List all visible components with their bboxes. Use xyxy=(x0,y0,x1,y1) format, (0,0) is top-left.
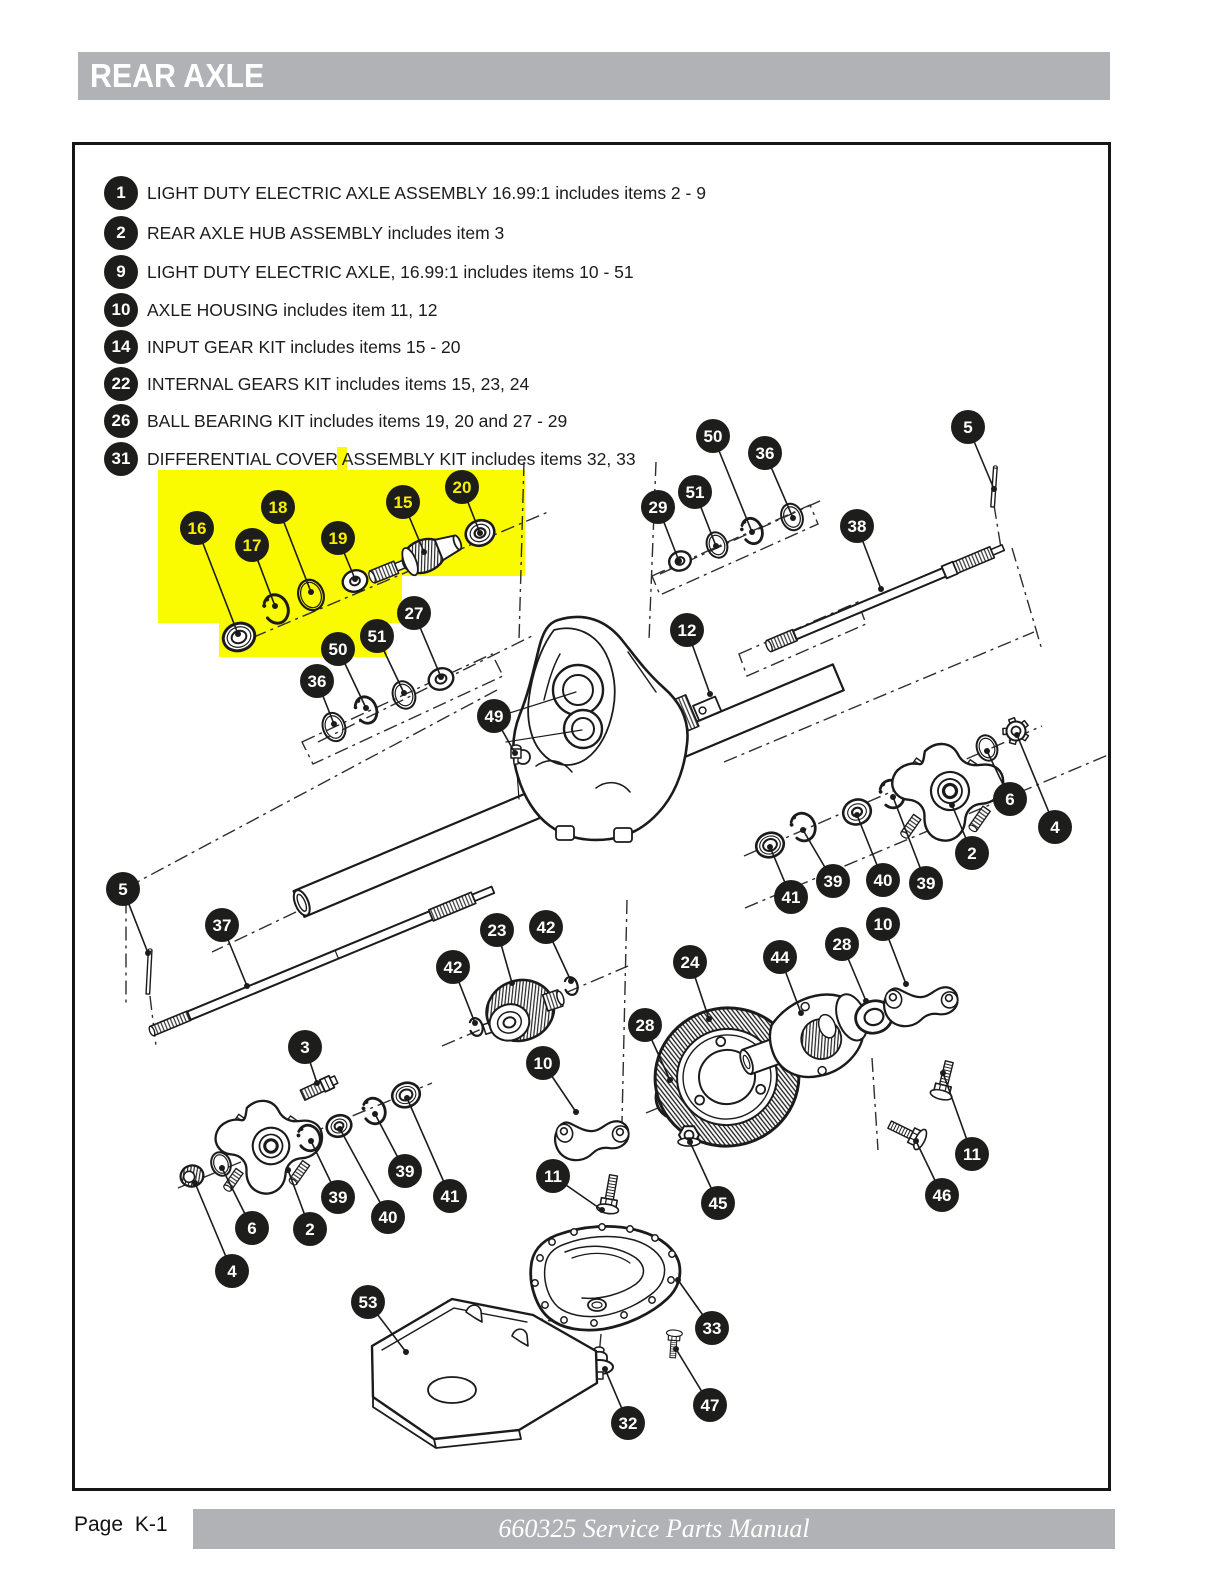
callout-39 xyxy=(308,1138,355,1214)
callout-number: 40 xyxy=(873,871,893,890)
callout-number: 4 xyxy=(1050,818,1060,837)
callout-44 xyxy=(763,940,804,1016)
callout-42 xyxy=(529,910,574,984)
item-description: AXLE HOUSING includes item 11, 12 xyxy=(147,299,438,320)
callout-number: 47 xyxy=(700,1396,720,1415)
callout-number: 5 xyxy=(118,880,128,899)
legend-item-2 xyxy=(104,216,504,250)
item-number-badge: 22 xyxy=(104,367,138,401)
callout-23 xyxy=(480,913,515,986)
callout-number: 38 xyxy=(847,517,867,536)
callout-number: 27 xyxy=(404,604,424,623)
legend-item-22 xyxy=(104,367,529,401)
callout-51 xyxy=(360,619,407,696)
item-description: BALL BEARING KIT includes items 19, 20 and 27 - 29 xyxy=(147,410,568,431)
callout-number: 51 xyxy=(367,627,387,646)
callout-36 xyxy=(748,436,796,521)
callout-number: 36 xyxy=(307,672,327,691)
callout-number: 29 xyxy=(648,498,668,517)
callout-number: 50 xyxy=(328,640,348,659)
bearing-40-left xyxy=(324,1112,355,1140)
callout-number: 42 xyxy=(443,958,463,977)
callout-38 xyxy=(840,509,884,592)
callout-number: 4 xyxy=(227,1262,237,1281)
callout-36 xyxy=(300,664,337,727)
gear-23 xyxy=(473,968,572,1051)
item-description: INTERNAL GEARS KIT includes items 15, 23, 24 xyxy=(147,373,530,394)
item-description: LIGHT DUTY ELECTRIC AXLE ASSEMBLY 16.99:1 includes items 2 - 9 xyxy=(147,182,706,203)
callout-number: 42 xyxy=(536,918,556,937)
callout-27 xyxy=(397,596,444,680)
item-number-badge: 1 xyxy=(104,176,138,210)
callout-49 xyxy=(477,699,518,756)
callout-45 xyxy=(687,1139,735,1220)
callout-number: 2 xyxy=(967,844,977,863)
callout-number: 39 xyxy=(395,1162,415,1181)
callout-41 xyxy=(404,1095,467,1213)
callout-number: 16 xyxy=(187,519,207,538)
legend-item-10 xyxy=(104,293,438,327)
callout-number: 10 xyxy=(873,915,893,934)
callout-5 xyxy=(106,872,151,956)
callout-number: 23 xyxy=(487,921,507,940)
callout-number: 50 xyxy=(703,427,723,446)
callout-29 xyxy=(641,490,682,564)
callout-number: 6 xyxy=(1005,790,1015,809)
callout-37 xyxy=(205,908,250,989)
callout-number: 33 xyxy=(702,1319,722,1338)
legend-item-14 xyxy=(104,330,461,364)
callout-11 xyxy=(536,1159,605,1213)
callout-51 xyxy=(678,475,719,549)
callout-number: 6 xyxy=(247,1219,257,1238)
callout-number: 40 xyxy=(378,1208,398,1227)
callout-number: 20 xyxy=(452,478,472,497)
callout-number: 12 xyxy=(677,621,697,640)
callout-number: 15 xyxy=(393,493,413,512)
pinion-nut-4-left xyxy=(178,1163,206,1189)
callout-number: 45 xyxy=(708,1194,728,1213)
axle-shaft-38 xyxy=(764,542,1005,653)
item-description: LIGHT DUTY ELECTRIC AXLE, 16.99:1 includes items 10 - 51 xyxy=(147,261,634,282)
callout-42 xyxy=(436,950,478,1026)
callout-number: 10 xyxy=(533,1054,553,1073)
callout-40 xyxy=(854,812,900,897)
callout-46 xyxy=(913,1138,959,1212)
item-number-badge: 26 xyxy=(104,404,138,438)
callout-number: 18 xyxy=(268,498,288,517)
callout-11 xyxy=(940,1070,989,1171)
legend-item-31 xyxy=(104,442,636,476)
callout-33 xyxy=(675,1277,729,1345)
callout-number: 24 xyxy=(680,953,700,972)
item-description: INPUT GEAR KIT includes items 15 - 20 xyxy=(147,336,461,357)
callout-number: 11 xyxy=(963,1145,981,1164)
callout-24 xyxy=(673,945,712,1022)
callout-5 xyxy=(951,410,997,492)
callout-number: 53 xyxy=(358,1293,378,1312)
callout-41 xyxy=(767,844,808,914)
callout-32 xyxy=(602,1366,645,1440)
callout-10 xyxy=(866,907,909,987)
page-number: Page K-1 xyxy=(74,1513,168,1536)
callout-number: 51 xyxy=(685,483,705,502)
item-number-badge: 31 xyxy=(104,442,138,476)
stud-3 xyxy=(300,1074,339,1101)
callout-number: 44 xyxy=(770,948,790,967)
rear-hub-left xyxy=(199,1085,336,1210)
callout-number: 19 xyxy=(328,529,348,548)
bearing-41-left xyxy=(389,1079,424,1111)
callout-39 xyxy=(800,827,850,898)
bearing-cap-10-right xyxy=(879,971,961,1032)
legend-item-1 xyxy=(104,176,706,210)
item-description: DIFFERENTIAL COVER ASSEMBLY KIT includes items 32, 33 xyxy=(147,448,636,469)
callout-47 xyxy=(673,1346,727,1422)
callout-number: 37 xyxy=(212,916,232,935)
callout-number: 41 xyxy=(440,1187,460,1206)
callout-number: 17 xyxy=(242,536,262,555)
page-title: REAR AXLE xyxy=(89,57,265,94)
callout-number: 11 xyxy=(544,1167,562,1186)
callout-number: 5 xyxy=(963,418,973,437)
callout-number: 46 xyxy=(932,1186,952,1205)
bolt-46 xyxy=(885,1115,929,1152)
item-number-badge: 2 xyxy=(104,216,138,250)
item-number-badge: 9 xyxy=(104,255,138,289)
callout-number: 2 xyxy=(305,1220,315,1239)
callout-39 xyxy=(372,1111,422,1188)
callout-10 xyxy=(526,1046,579,1115)
legend-item-26 xyxy=(104,404,567,438)
legend-item-9 xyxy=(104,255,634,289)
bolt-11-right xyxy=(929,1059,960,1102)
callout-number: 36 xyxy=(755,444,775,463)
callout-28 xyxy=(825,927,869,1004)
item-number-badge: 10 xyxy=(104,293,138,327)
callout-number: 39 xyxy=(823,872,843,891)
callout-2 xyxy=(285,1167,327,1246)
manual-title: 660325 Service Parts Manual xyxy=(498,1514,810,1543)
callout-number: 39 xyxy=(328,1188,348,1207)
item-number-badge: 14 xyxy=(104,330,138,364)
callout-number: 41 xyxy=(781,888,801,907)
callout-number: 28 xyxy=(635,1016,655,1035)
callout-number: 39 xyxy=(916,874,936,893)
callout-3 xyxy=(288,1030,322,1086)
callout-number: 49 xyxy=(484,707,504,726)
callout-12 xyxy=(670,613,713,697)
callout-number: 3 xyxy=(300,1038,310,1057)
callout-number: 28 xyxy=(832,935,852,954)
bearing-cap-10-left xyxy=(550,1105,632,1166)
differential-cover-33 xyxy=(531,1224,680,1330)
callout-number: 32 xyxy=(618,1414,638,1433)
item-description: REAR AXLE HUB ASSEMBLY includes item 3 xyxy=(147,222,505,243)
